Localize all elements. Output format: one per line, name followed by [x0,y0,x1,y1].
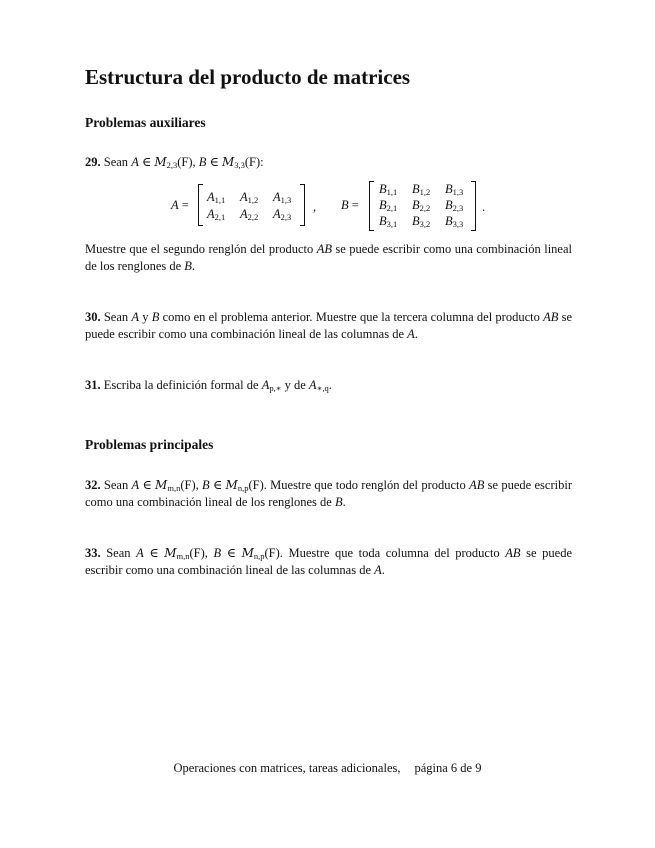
page-title: Estructura del producto de matrices [85,65,411,89]
problem-32: 32. Sean A ∈ $M_{m,n}(F)$, B ∈ $M_{n,p}(F)$. Muestre que todo renglón del producto AB se puede escribir como una combinación lineal de los renglones de B. [85,478,572,509]
matrix-cell: $B_{2,3}$ [445,198,464,213]
problem-number: 30. [85,310,101,324]
matrix-a-left-bracket [198,184,203,226]
problem-29-task: Muestre que el segundo renglón del producto AB se puede escribir como una combinación lineal de los renglones de B. [85,242,572,273]
matrix-separator-comma: , [313,200,317,214]
matrix-a-right-bracket [300,184,305,226]
page-footer [0,761,655,776]
matrix-b-label: B = [341,198,359,212]
footer-course-title: Operaciones con matrices, tareas adicionales, [173,761,401,775]
matrix-cell: $B_{2,1}$ [379,198,398,213]
matrix-b-left-bracket [369,181,374,231]
matrix-cell: $B_{1,1}$ [379,182,398,197]
matrix-b-right-bracket [471,181,476,231]
section-heading-principales: Problemas principales [85,437,214,452]
problem-31: 31. Escriba la definición formal de $A_{p,∗}$ y de $A_{∗,q}$. [85,378,332,393]
matrix-cell: $B_{1,2}$ [412,182,431,197]
problem-number: 33. [85,546,101,560]
matrix-a-label: A = [171,198,189,212]
problem-number: 31. [85,378,101,392]
matrix-cell: $A_{1,2}$ [240,190,259,205]
matrix-cell: $A_{1,1}$ [207,190,226,205]
problem-29-statement: 29. Sean A ∈ $M_{2,3}(F)$, B ∈ $M_{3,3}(F)$: [85,155,264,170]
footer-page-number: página 6 de 9 [414,761,482,775]
matrix-cell: $A_{1,3}$ [273,190,292,205]
matrix-cell: $B_{1,3}$ [445,182,464,197]
matrix-cell: $B_{3,3}$ [445,214,464,229]
matrix-cell: $B_{3,1}$ [379,214,398,229]
matrix-cell: $B_{2,2}$ [412,198,431,213]
section-heading-auxiliares: Problemas auxiliares [85,115,206,130]
matrix-end-period: . [482,200,486,214]
matrix-cell: $A_{2,3}$ [273,207,292,222]
problem-number: 32. [85,478,101,492]
problem-33: 33. Sean A ∈ $M_{m,n}(F)$, B ∈ $M_{n,p}(F)$. Muestre que toda columna del producto AB se puede escribir como una combinación lineal de las columnas de A. [85,546,572,577]
problem-number: 29. [85,155,101,169]
matrix-cell: $A_{2,1}$ [207,207,226,222]
matrix-cell: $A_{2,2}$ [240,207,259,222]
matrix-cell: $B_{3,2}$ [412,214,431,229]
problem-30: 30. Sean A y B como en el problema anterior. Muestre que la tercera columna del producto AB se puede escribir como una combinación lineal de las columnas de A. [85,310,573,341]
